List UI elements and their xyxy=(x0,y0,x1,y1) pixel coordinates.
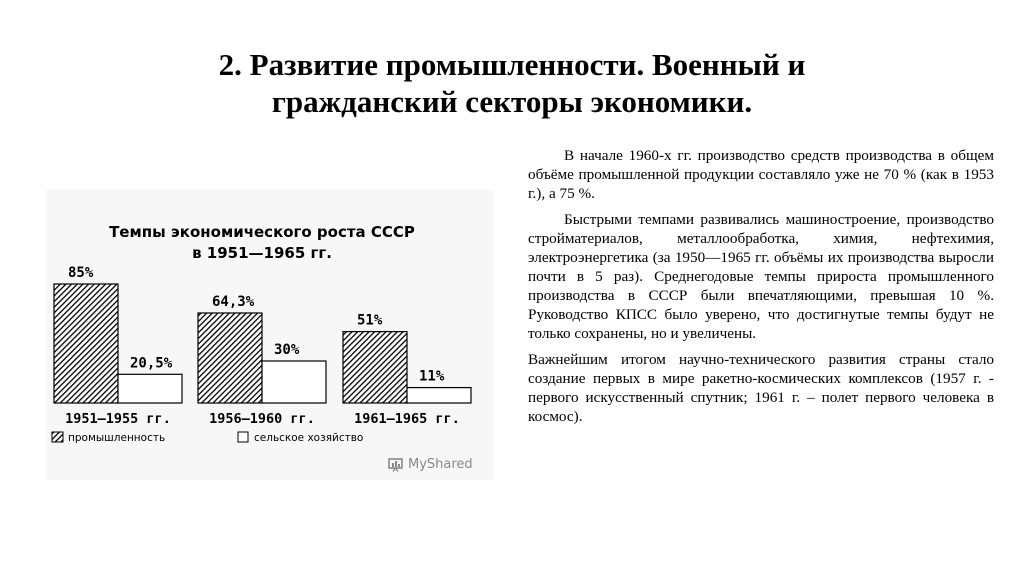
legend-label-agriculture: сельское хозяйство xyxy=(254,432,364,444)
paragraph-3: Важнейшим итогом научно-технического развития страны стало создание первых в мире ракетно-космических комплексов (1957 г. - первого искусственный спутник; 1961 г. – полет первого человека в космос). xyxy=(528,351,994,425)
bar-industry-2 xyxy=(198,313,262,403)
bar-agriculture-3 xyxy=(407,388,471,403)
watermark xyxy=(388,457,473,472)
category-label-2: 1956—1960 гг. xyxy=(209,411,315,427)
category-label-3: 1961—1965 гг. xyxy=(354,411,460,427)
legend-swatch-industry xyxy=(52,432,63,442)
data-label-industry-2: 64,3% xyxy=(212,293,255,310)
data-label-agriculture-1: 20,5% xyxy=(130,355,173,372)
legend-label-industry: промышленность xyxy=(68,432,166,444)
chart-title-line-1: Темпы экономического роста СССР xyxy=(109,223,415,241)
category-label-1: 1951—1955 гг. xyxy=(65,411,171,427)
paragraph-2: Быстрыми темпами развивались машиностроение, производство стройматериалов, металлообработка, химия, нефтехимия, электроэнергетика (за 1950—1965 гг. объёмы их производства выросли почти в 5 раз). Среднегодовые темпы прироста промышленного производства в СССР были впечатляющими, превышая 10 %. Руководство КПСС было уверено, что достигнутые темпы будут не только сохранены, но и увеличены. xyxy=(528,211,994,342)
bar-industry-1 xyxy=(54,284,118,403)
myshared-logo-icon xyxy=(388,458,404,472)
growth-chart xyxy=(46,190,494,480)
slide-title-line-2: гражданский секторы экономики. xyxy=(271,84,753,119)
data-label-industry-3: 51% xyxy=(357,312,383,329)
paragraph-1: В начале 1960-х гг. производство средств производства в общем объёме промышленной продукции составляло уже не 70 % (как в 1953 г.), а 75 %. xyxy=(528,147,994,202)
slide-title xyxy=(100,46,924,120)
legend-swatch-agriculture xyxy=(238,432,248,442)
data-label-agriculture-3: 11% xyxy=(419,368,445,385)
slide-title-line-1: 2. Развитие промышленности. Военный и xyxy=(218,47,806,82)
bar-agriculture-2 xyxy=(262,361,326,403)
data-label-agriculture-2: 30% xyxy=(274,342,300,358)
watermark-text: MyShared xyxy=(408,457,473,472)
data-label-industry-1: 85% xyxy=(68,265,94,281)
bar-agriculture-1 xyxy=(118,374,182,403)
body-text xyxy=(528,146,994,433)
chart-title-line-2: в 1951—1965 гг. xyxy=(192,244,332,262)
growth-chart-svg xyxy=(46,190,494,480)
bar-industry-3 xyxy=(343,332,407,403)
